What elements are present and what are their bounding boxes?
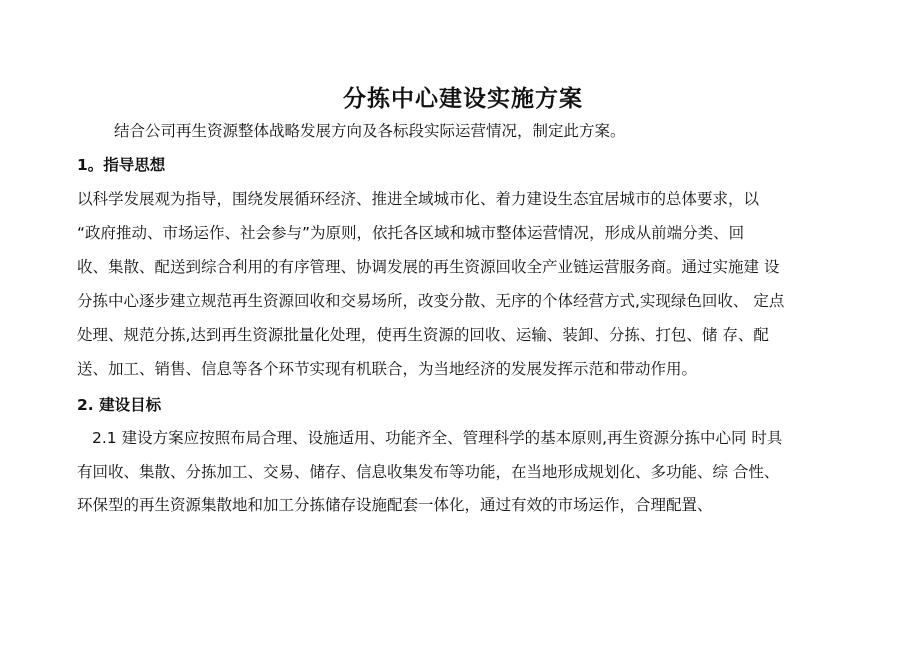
- document-title: 分拣中心建设实施方案: [343, 86, 583, 112]
- section-1-heading: 1。指导思想: [77, 156, 166, 174]
- section-1-line: 收、集散、配送到综合利用的有序管理、协调发展的再生资源回收全产业链运营服务商。通过实施建 设: [77, 258, 780, 276]
- section-2-line: 2.1 建设方案应按照布局合理、设施适用、功能齐全、管理科学的基本原则,再生资源分拣中心同 时具: [92, 429, 783, 447]
- section-2-line: 有回收、集散、分拣加工、交易、储存、信息收集发布等功能，在当地形成规划化、多功能、综 合性、: [77, 463, 780, 481]
- section-1-line: “政府推动、市场运作、社会参与”为原则，依托各区域和城市整体运营情况，形成从前端分类、回: [77, 224, 745, 242]
- section-1-line: 送、加工、销售、信息等各个环节实现有机联合，为当地经济的发展发挥示范和带动作用。: [77, 360, 698, 378]
- section-2-heading: 2. 建设目标: [77, 396, 162, 414]
- section-1-line: 以科学发展观为指导，围绕发展循环经济、推进全域城市化、着力建设生态宜居城市的总体要求，以: [77, 190, 760, 208]
- section-1-line: 分拣中心逐步建立规范再生资源回收和交易场所，改变分散、无序的个体经营方式,实现绿色回收、 定点: [77, 292, 785, 310]
- section-2-line: 环保型的再生资源集散地和加工分拣储存设施配套一体化，通过有效的市场运作，合理配置、: [77, 496, 713, 514]
- section-1-line: 处理、规范分拣,达到再生资源批量化处理，使再生资源的回收、运输、装卸、分拣、打包、储 存、配: [77, 326, 769, 344]
- intro-paragraph: 结合公司再生资源整体战略发展方向及各标段实际运营情况，制定此方案。: [114, 122, 626, 140]
